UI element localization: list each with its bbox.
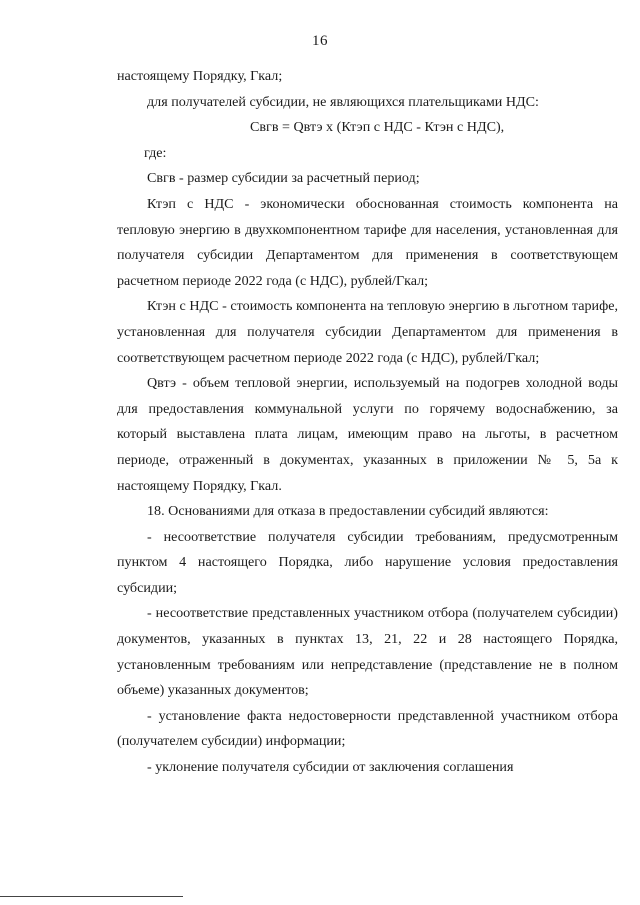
page-number: 16 <box>312 33 328 49</box>
bottom-rule <box>0 896 183 897</box>
paragraph-non-vat-payers: для получателей субсидии, не являющихся плательщиками НДС: <box>147 93 539 110</box>
definition-svgv: Свгв - размер субсидии за расчетный период; <box>147 170 420 187</box>
refusal-reason-2: - несоответствие представленных участником отбора (получателем субсидии) документов, указанных в пунктах 13, 21, 22 и 28 настоящего Порядка, установленным требованиям или непредставление (представление не в полном объеме) указанных документов; <box>117 605 618 699</box>
definition-ktep: Ктэп с НДС - экономически обоснованная стоимость компонента на тепловую энергию в двухкомпонентном тарифе для населения, установленная для получателя субсидии Департаментом для применения в соответствующем расчетном периоде 2022 года (с НДС), рублей/Гкал; <box>117 195 618 289</box>
definition-kten: Ктэн с НДС - стоимость компонента на тепловую энергию в льготном тарифе, установленная для получателя субсидии Департаментом для применения в соответствующем расчетном периоде 2022 года (с НДС), рублей/Гкал; <box>117 298 618 366</box>
refusal-reason-1: - несоответствие получателя субсидии требованиям, предусмотренным пунктом 4 настоящего Порядка, либо нарушение условия предоставления субсидии; <box>117 528 618 596</box>
paragraph-continuation: настоящему Порядку, Гкал; <box>117 68 283 84</box>
refusal-reason-4: - уклонение получателя субсидии от заключения соглашения <box>147 759 514 776</box>
refusal-reason-3: - установление факта недостоверности представленной участником отбора (получателем субсидии) информации; <box>117 707 618 750</box>
section-18-heading: 18. Основаниями для отказа в предоставлении субсидий являются: <box>147 503 549 520</box>
definition-qvte: Qвтэ - объем тепловой энергии, используемый на подогрев холодной воды для предоставления коммунальной услуги по горячему водоснабжению, за который выставлена плата лицам, имеющим право на льготы, в расчетном периоде, отраженный в документах, указанных в приложении № 5, 5а к настоящему Порядку, Гкал. <box>117 375 618 494</box>
paragraph-where: где: <box>144 144 167 161</box>
body-text <box>117 64 618 781</box>
formula-subsidy: Свгв = Qвтэ х (Ктэп с НДС - Ктэн с НДС), <box>250 119 505 136</box>
